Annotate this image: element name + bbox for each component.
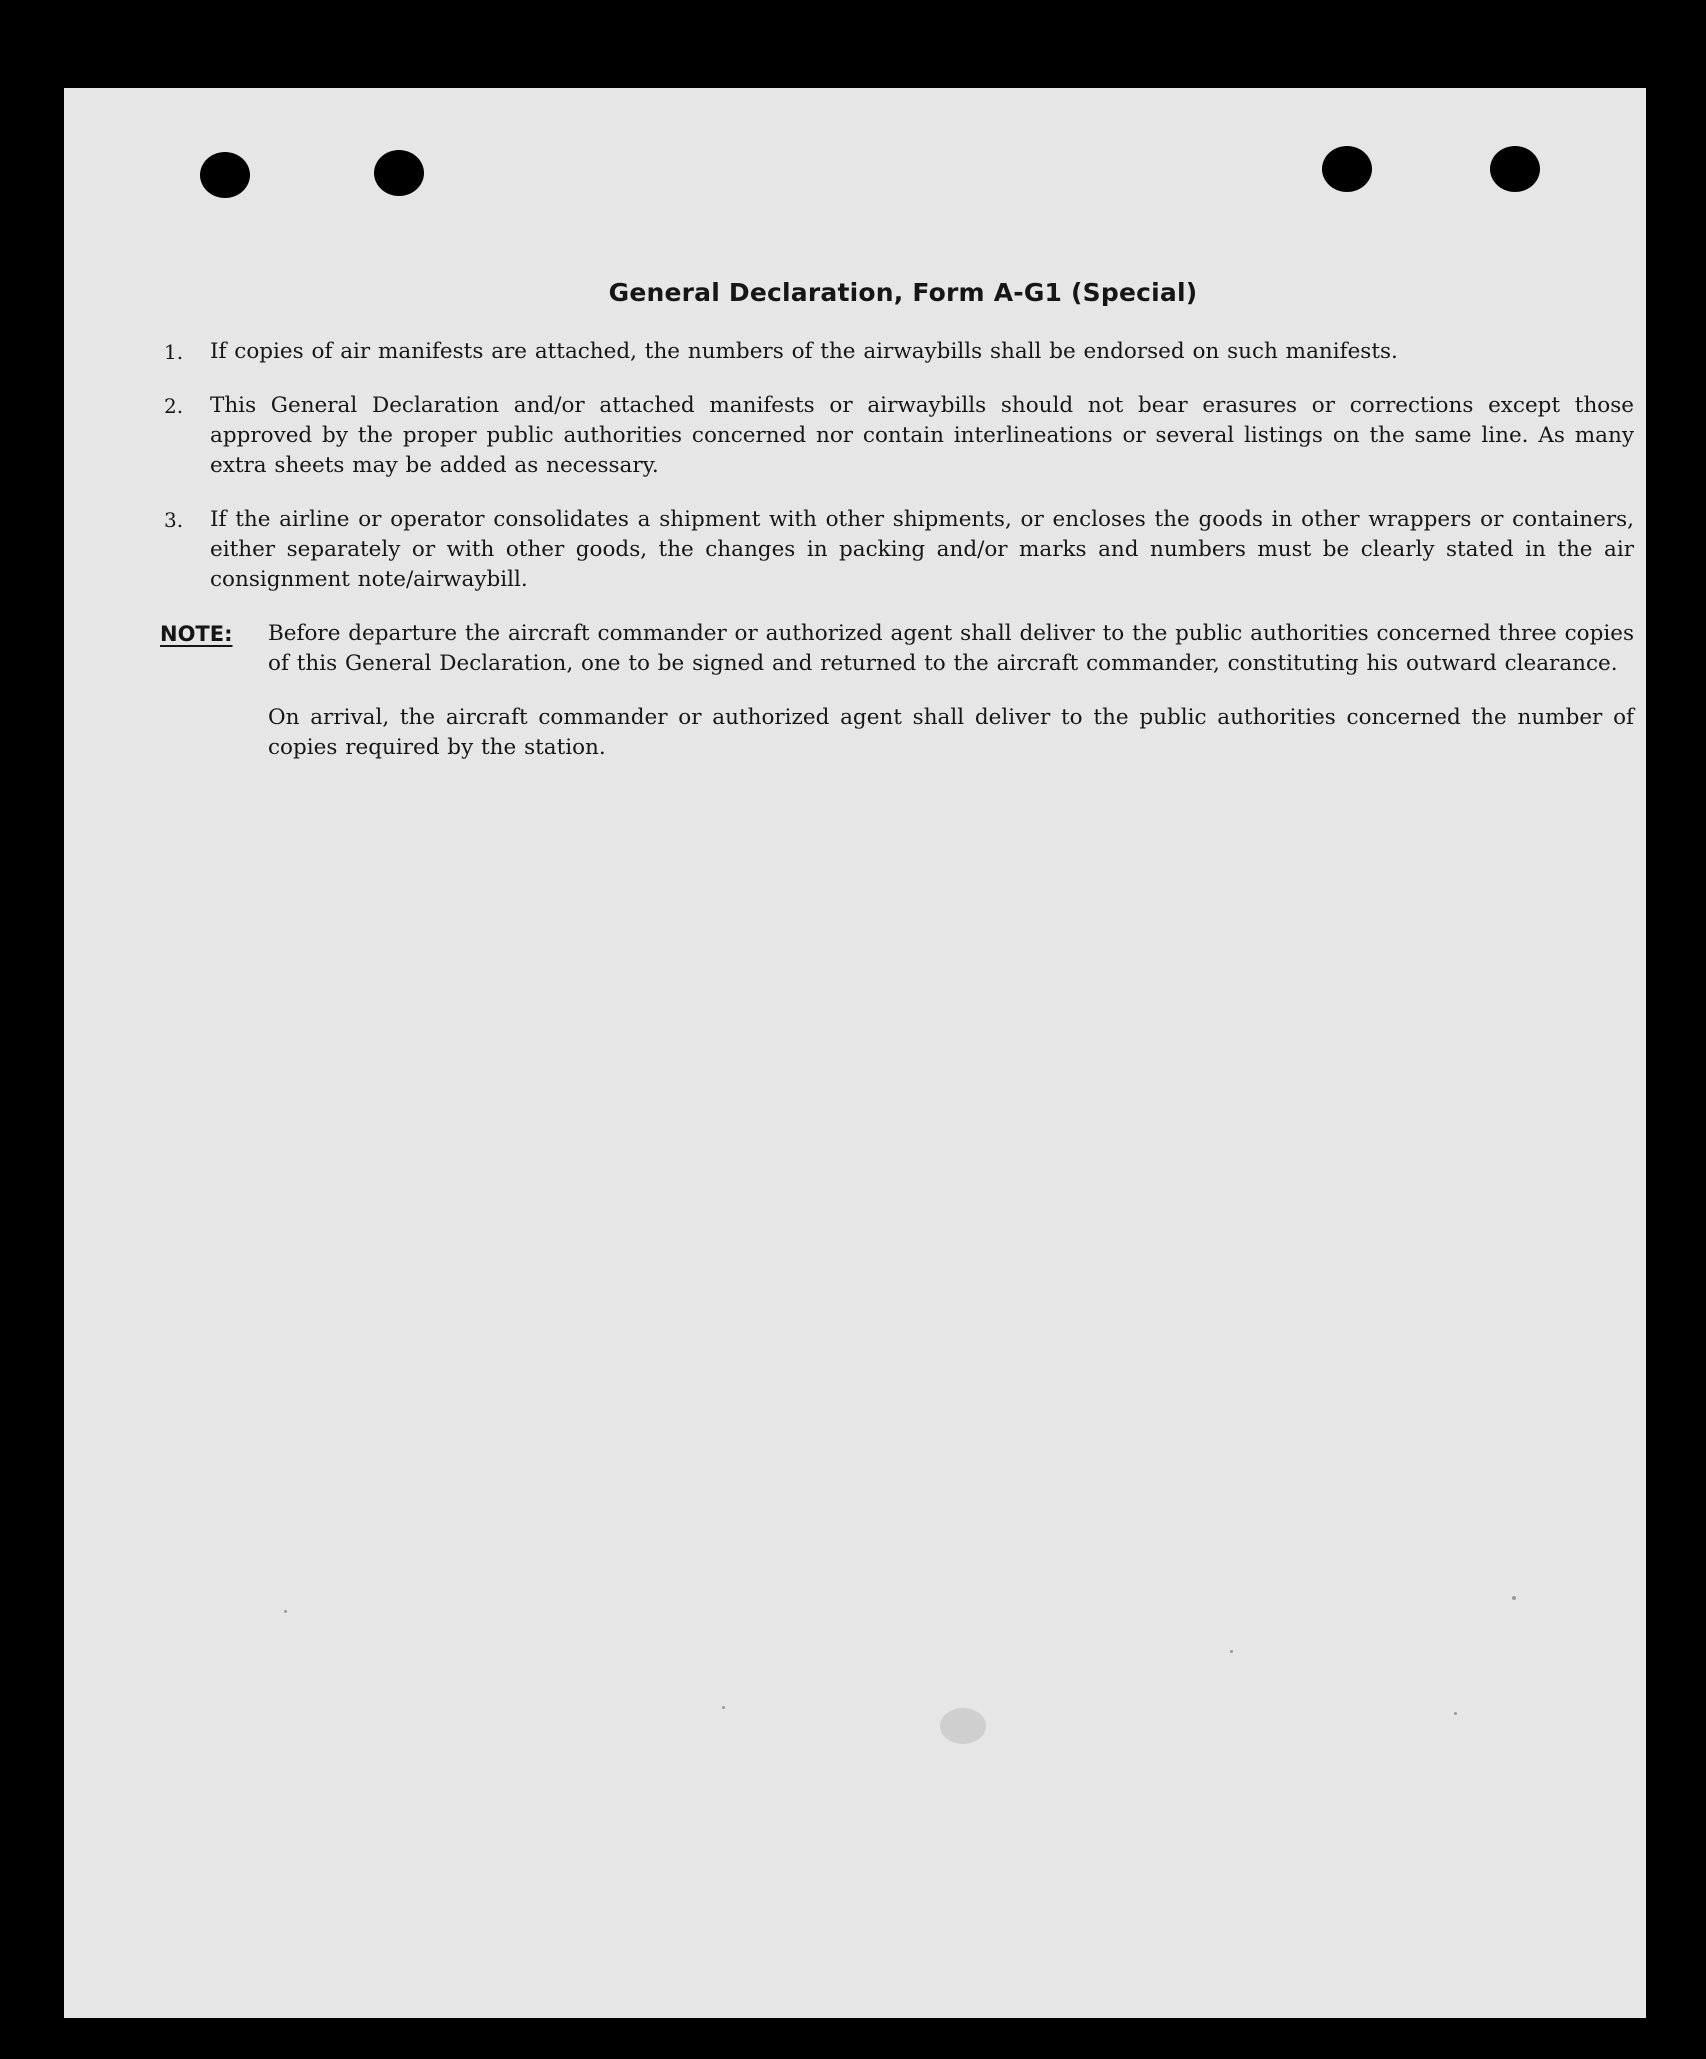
item-text: This General Declaration and/or attached manifests or airwaybills should not bear erasures or corrections except those approved by the proper public authorities concerned nor contain interlineations or several listings on the same line. As many extra sheets may be added as necessary. [210, 393, 1634, 478]
paper-sheet [64, 88, 1646, 2018]
item-text: If the airline or operator consolidates a shipment with other shipments, or encloses the goods in other wrappers or containers, either separately or with other goods, the changes in packing and/or marks and numbers must be clearly stated in the air consignment note/airwaybill. [210, 507, 1634, 592]
scan-speck [1230, 1650, 1233, 1653]
item-number: 1. [164, 340, 184, 364]
note-paragraph: On arrival, the aircraft commander or authorized agent shall deliver to the public authorities concerned the number of copies required by the station. [268, 705, 1634, 760]
list-item [160, 505, 1634, 595]
item-text: If copies of air manifests are attached, the numbers of the airwaybills shall be endorsed on such manifests. [210, 339, 1398, 364]
item-number: 3. [164, 508, 184, 532]
list-item [160, 391, 1634, 481]
document-title: General Declaration, Form A-G1 (Special) [608, 278, 1198, 307]
instruction-list [160, 337, 1634, 595]
note-label: NOTE: [160, 622, 233, 646]
declaration-document [160, 186, 1634, 787]
item-number: 2. [164, 394, 184, 418]
scan-speck [722, 1706, 725, 1709]
note-section [160, 619, 1634, 763]
scan-speck [284, 1610, 287, 1613]
scan-speck [1512, 1596, 1516, 1600]
note-paragraph: Before departure the aircraft commander or authorized agent shall deliver to the public authorities concerned three copies of this General Declaration, one to be signed and returned to the aircraft commander, constituting his outward clearance. [268, 621, 1634, 676]
scan-speck [1454, 1712, 1457, 1715]
scan-smudge [940, 1708, 986, 1744]
list-item [160, 337, 1634, 367]
